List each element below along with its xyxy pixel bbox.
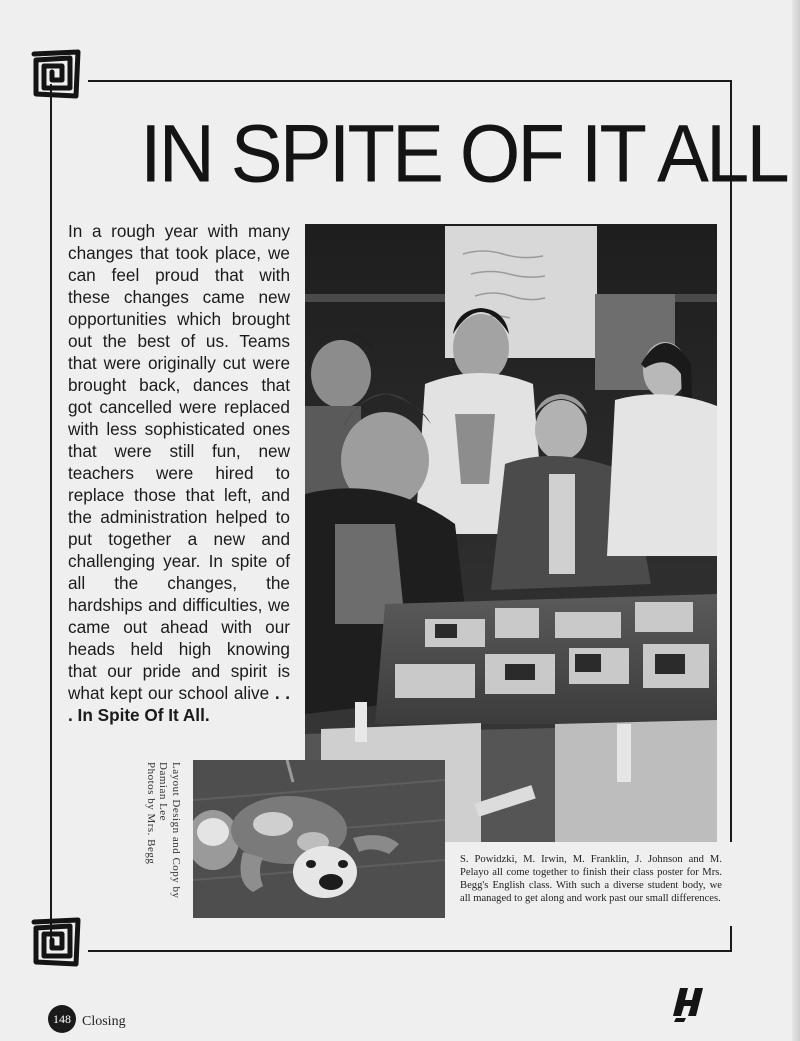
intro-paragraph [68, 220, 290, 726]
page-credits [142, 762, 182, 922]
photo-caption: S. Powidzki, M. Irwin, M. Franklin, J. Johnson and M. Pelayo all come together to finish their class poster for Mrs. Begg's English class. With such a diverse student body, we all managed to get along and work past our small differences. [460, 854, 722, 904]
page-headline: IN SPITE OF IT ALL [140, 106, 787, 200]
credits-line-2: Damian Lee [157, 762, 170, 822]
credits-line-1: Layout Design and Copy by [170, 762, 182, 899]
page-edge-shadow [792, 0, 800, 1041]
school-logo [672, 986, 706, 1022]
bulldog-photo-image [193, 760, 445, 918]
bulldog-photo [193, 760, 445, 918]
page-number: 148 [48, 1005, 76, 1033]
square-spiral-icon [30, 916, 82, 968]
section-label: Closing [82, 1014, 126, 1029]
classroom-photo [305, 224, 717, 842]
intro-closing: . . . In Spite Of It All. [68, 683, 291, 725]
intro-body: In a rough year with many changes that took place, we can feel proud that with these changes came new opportunities which brought out the best of us. Teams that were originally cut were brought back, dances that got cancelled were replaced with less sophisticated ones that were still fun, new teachers were hired to replace those that left, and the administration helped to put together a new and challenging year. In spite of all the changes, the hardships and difficulties, we came out ahead with our heads held high knowing that our pride and spirit is what kept our school alive [68, 221, 290, 703]
classroom-photo-image [305, 224, 717, 842]
square-spiral-icon [30, 48, 82, 100]
credits-line-3: Photos by Mrs. Begg [145, 762, 157, 865]
